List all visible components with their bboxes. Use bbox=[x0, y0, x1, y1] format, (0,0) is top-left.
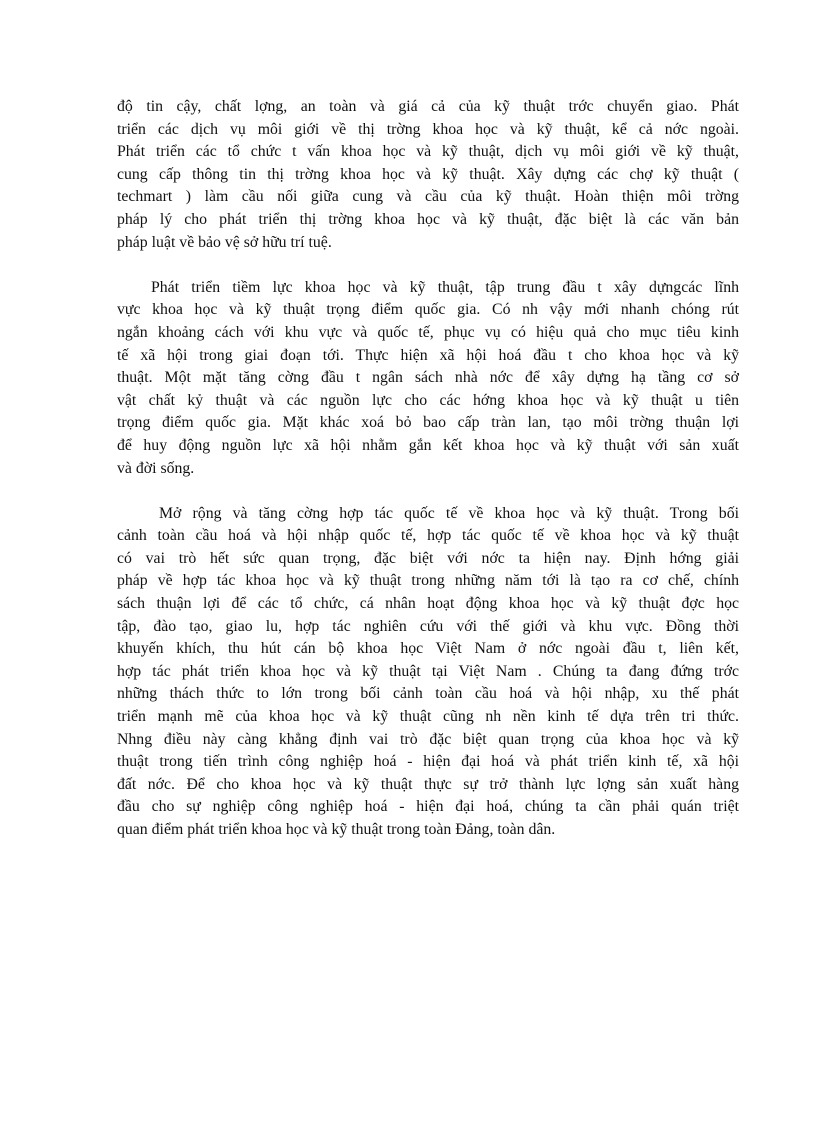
text-line: cung cấp thông tin thị trờng khoa học và kỹ thuật. Xây dựng các chợ kỹ thuật ( bbox=[117, 165, 739, 183]
paragraph-3 bbox=[117, 503, 739, 842]
paragraph-1 bbox=[117, 96, 739, 254]
text-line: hợp tác phát triển khoa học và kỹ thuật tại Việt Nam . Chúng ta đang đứng trớc bbox=[117, 662, 739, 680]
text-line: pháp luật về bảo vệ sở hữu trí tuệ. bbox=[117, 233, 332, 251]
text-line: có vai trò hết sức quan trọng, đặc biệt với nớc ta hiện nay. Định hớng giải bbox=[117, 549, 739, 567]
text-line: Phát triển tiềm lực khoa học và kỹ thuật, tập trung đầu t xây dựngcác lĩnh bbox=[151, 278, 739, 296]
text-line: đất nớc. Để cho khoa học và kỹ thuật thực sự trở thành lực lợng sản xuất hàng bbox=[117, 775, 739, 793]
document-body bbox=[117, 96, 739, 842]
text-line: trọng điểm quốc gia. Mặt khác xoá bỏ bao cấp tràn lan, tạo môi trờng thuận lợi bbox=[117, 414, 739, 432]
text-line: để huy động nguồn lực xã hội nhằm gắn kết khoa học và kỹ thuật với sản xuất bbox=[117, 436, 739, 454]
text-line: vực khoa học và kỹ thuật trọng điểm quốc gia. Có nh vậy mới nhanh chóng rút bbox=[117, 301, 739, 319]
text-line: triển các dịch vụ môi giới về thị trờng khoa học và kỹ thuật, kể cả nớc ngoài. bbox=[117, 120, 739, 138]
text-line: thuật trong tiến trình công nghiệp hoá - hiện đại hoá và phát triển kinh tế, xã hội bbox=[117, 753, 739, 771]
text-line: Nhng điều này càng khẳng định vai trò đặc biệt quan trọng của khoa học và kỹ bbox=[117, 730, 739, 748]
paragraph-spacer bbox=[117, 480, 739, 503]
text-line: độ tin cậy, chất lợng, an toàn và giá cả của kỹ thuật trớc chuyển giao. Phát bbox=[117, 98, 739, 115]
text-line: và đời sống. bbox=[117, 459, 195, 477]
text-line: pháp lý cho phát triển thị trờng khoa học và kỹ thuật, đặc biệt là các văn bản bbox=[117, 210, 739, 228]
paragraph-2 bbox=[117, 277, 739, 480]
text-line: sách thuận lợi để các tổ chức, cá nhân hoạt động khoa học và kỹ thuật đợc học bbox=[117, 595, 739, 613]
text-line: những thách thức to lớn trong bối cảnh toàn cầu hoá và hội nhập, xu thế phát bbox=[117, 685, 739, 703]
text-line: Phát triển các tổ chức t vấn khoa học và kỹ thuật, dịch vụ môi giới về kỹ thuật, bbox=[117, 143, 739, 161]
paragraph-spacer bbox=[117, 254, 739, 277]
text-line: khuyến khích, thu hút cán bộ khoa học Việt Nam ở nớc ngoài đầu t, liên kết, bbox=[117, 640, 739, 658]
text-line: pháp về hợp tác khoa học và kỹ thuật trong những năm tới là tạo ra cơ chế, chính bbox=[117, 572, 739, 590]
text-line: triển mạnh mẽ của khoa học và kỹ thuật cũng nh nền kinh tế dựa trên tri thức. bbox=[117, 708, 739, 726]
text-line: tế xã hội trong giai đoạn tới. Thực hiện xã hội hoá đầu t cho khoa học và kỹ bbox=[117, 346, 739, 364]
text-line: ngắn khoảng cách với khu vực và quốc tế, phục vụ có hiệu quả cho mục tiêu kinh bbox=[117, 323, 739, 341]
text-line: thuật. Một mặt tăng cờng đầu t ngân sách nhà nớc để xây dựng hạ tầng cơ sở bbox=[117, 369, 739, 387]
text-line: quan điểm phát triển khoa học và kỹ thuật trong toàn Đảng, toàn dân. bbox=[117, 821, 556, 838]
text-line: tập, đào tạo, giao lu, hợp tác nghiên cứu với thế giới và khu vực. Đồng thời bbox=[117, 617, 739, 635]
text-line: đầu cho sự nghiệp công nghiệp hoá - hiện đại hoá, chúng ta cần phải quán triệt bbox=[117, 798, 739, 816]
text-line: techmart ) làm cầu nối giữa cung và cầu của kỹ thuật. Hoàn thiện môi trờng bbox=[117, 188, 739, 206]
text-line: cảnh toàn cầu hoá và hội nhập quốc tế, hợp tác quốc tế về khoa học và kỹ thuật bbox=[117, 527, 739, 545]
text-line: Mở rộng và tăng cờng hợp tác quốc tế về khoa học và kỹ thuật. Trong bối bbox=[159, 504, 739, 522]
text-line: vật chất kỷ thuật và các nguồn lực cho các hớng khoa học và kỹ thuật u tiên bbox=[117, 391, 739, 409]
